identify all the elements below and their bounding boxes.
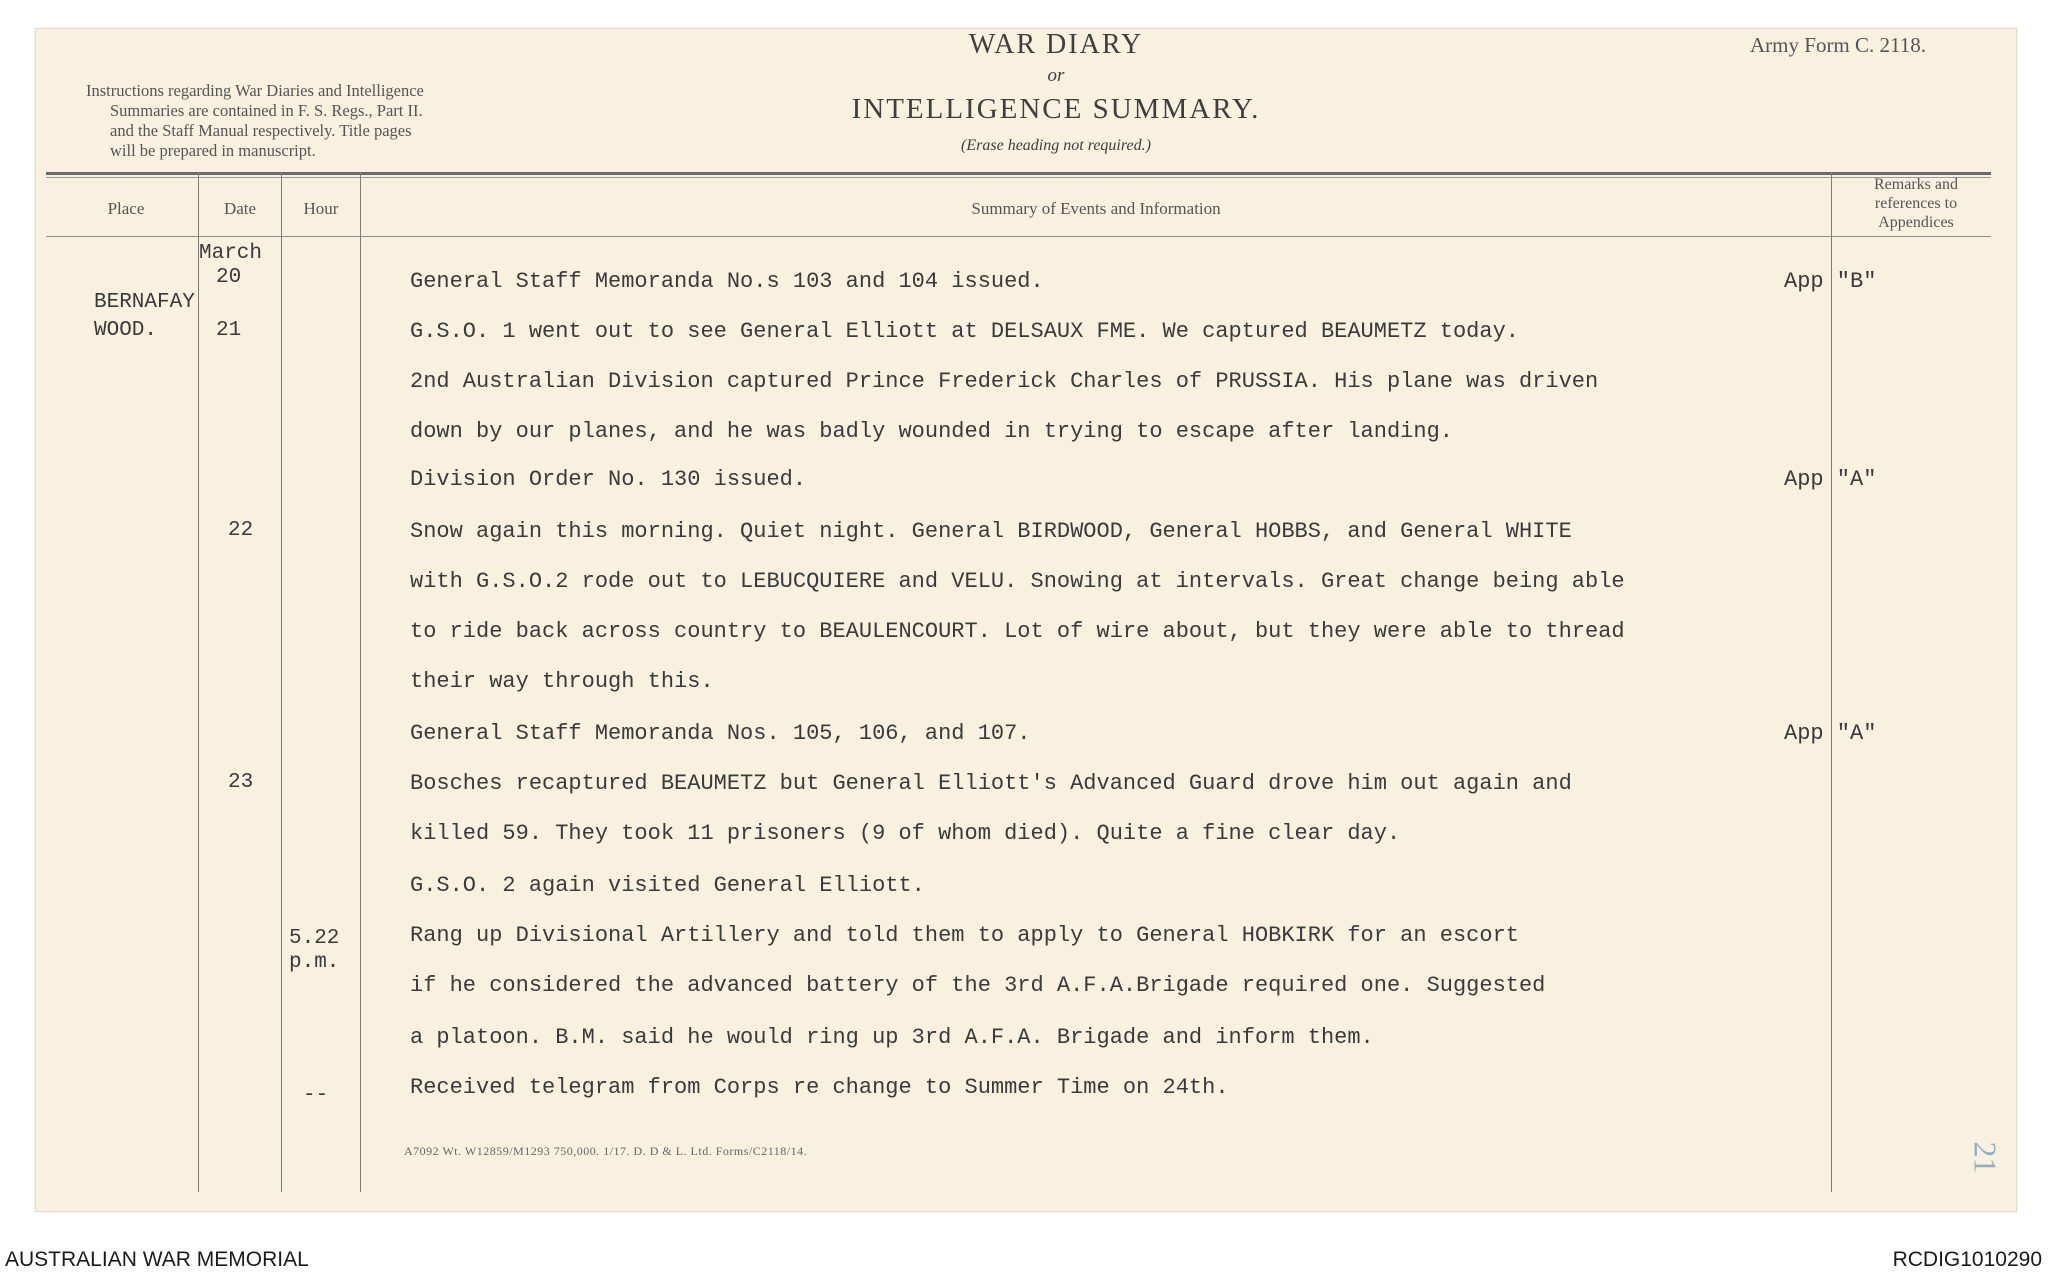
column-divider <box>1831 172 1832 1192</box>
header-rule-thin <box>46 177 1991 178</box>
instructions-line: will be prepared in manuscript. <box>110 141 316 160</box>
archive-credit: AUSTRALIAN WAR MEMORIAL <box>5 1248 309 1271</box>
appendix-reference: App "A" <box>1784 467 1877 492</box>
archive-id: RCDIG1010290 <box>1892 1248 2042 1271</box>
column-header-summary: Summary of Events and Information <box>971 199 1221 218</box>
hour-entry: 5.22 <box>289 927 340 950</box>
instructions-line: Instructions regarding War Diaries and Intelligence <box>86 81 424 100</box>
place-line: BERNAFAY <box>94 291 195 314</box>
column-header-remarks <box>1831 175 2001 232</box>
column-divider <box>360 172 361 1192</box>
appendix-reference: App "B" <box>1784 269 1877 294</box>
place-line: WOOD. <box>94 319 158 342</box>
diary-line: a platoon. B.M. said he would ring up 3rd A.F.A. Brigade and inform them. <box>410 1025 1374 1050</box>
hour-entry: -- <box>303 1084 329 1107</box>
diary-line: Bosches recaptured BEAUMETZ but General Elliott's Advanced Guard drove him out again and <box>410 771 1572 796</box>
column-header-rule <box>46 236 1991 237</box>
diary-line: Rang up Divisional Artillery and told them to apply to General HOBKIRK for an escort <box>410 923 1519 948</box>
header-rule <box>46 172 1991 175</box>
date-month: March <box>199 242 263 265</box>
column-header-date: Date <box>223 199 257 218</box>
diary-line: G.S.O. 2 again visited General Elliott. <box>410 873 925 898</box>
diary-line: down by our planes, and he was badly wounded in trying to escape after landing. <box>410 419 1453 444</box>
column-header-place: Place <box>107 199 145 218</box>
erase-heading-note: (Erase heading not required.) <box>961 137 1151 154</box>
diary-line: with G.S.O.2 rode out to LEBUCQUIERE and VELU. Snowing at intervals. Great change being able <box>410 569 1625 594</box>
diary-line: General Staff Memoranda No.s 103 and 104 issued. <box>410 269 1044 294</box>
diary-line: 2nd Australian Division captured Prince Frederick Charles of PRUSSIA. His plane was driven <box>410 369 1599 394</box>
instructions-line: Summaries are contained in F. S. Regs., Part II. <box>110 101 423 120</box>
date-entry: 23 <box>228 771 254 794</box>
diary-sheet <box>35 28 2017 1212</box>
diary-line: G.S.O. 1 went out to see General Elliott at DELSAUX FME. We captured BEAUMETZ today. <box>410 319 1519 344</box>
hour-entry: p.m. <box>289 951 340 974</box>
title-or: or <box>1047 65 1065 86</box>
diary-line: Division Order No. 130 issued. <box>410 467 807 492</box>
intelligence-summary-title: INTELLIGENCE SUMMARY. <box>851 93 1261 125</box>
remarks-header-line: references to <box>1874 195 1958 212</box>
army-form-number: Army Form C. 2118. <box>1750 33 1926 57</box>
column-header-hour: Hour <box>303 199 339 218</box>
appendix-reference: App "A" <box>1784 721 1877 746</box>
date-entry: 22 <box>228 519 254 542</box>
date-entry: 21 <box>216 319 242 342</box>
column-divider <box>198 172 199 1192</box>
diary-line: General Staff Memoranda Nos. 105, 106, and 107. <box>410 721 1031 746</box>
remarks-header-line: Appendices <box>1878 214 1954 231</box>
remarks-header-line: Remarks and <box>1874 176 1958 193</box>
diary-line: killed 59. They took 11 prisoners (9 of whom died). Quite a fine clear day. <box>410 821 1401 846</box>
column-divider <box>281 172 282 1192</box>
date-entry: 20 <box>216 266 242 289</box>
diary-line: Snow again this morning. Quiet night. General BIRDWOOD, General HOBBS, and General WHITE <box>410 519 1572 544</box>
page-number: 21 <box>1967 1141 2004 1174</box>
diary-line: Received telegram from Corps re change to Summer Time on 24th. <box>410 1075 1229 1100</box>
instructions-note <box>86 81 546 161</box>
diary-line: if he considered the advanced battery of the 3rd A.F.A.Brigade required one. Suggested <box>410 973 1546 998</box>
printer-imprint: A7092 Wt. W12859/M1293 750,000. 1/17. D. D & L. Ltd. Forms/C2118/14. <box>404 1144 808 1158</box>
war-diary-title: WAR DIARY <box>968 29 1144 60</box>
instructions-line: and the Staff Manual respectively. Title pages <box>110 121 412 140</box>
diary-line: their way through this. <box>410 669 714 694</box>
diary-line: to ride back across country to BEAULENCOURT. Lot of wire about, but they were able to thread <box>410 619 1625 644</box>
